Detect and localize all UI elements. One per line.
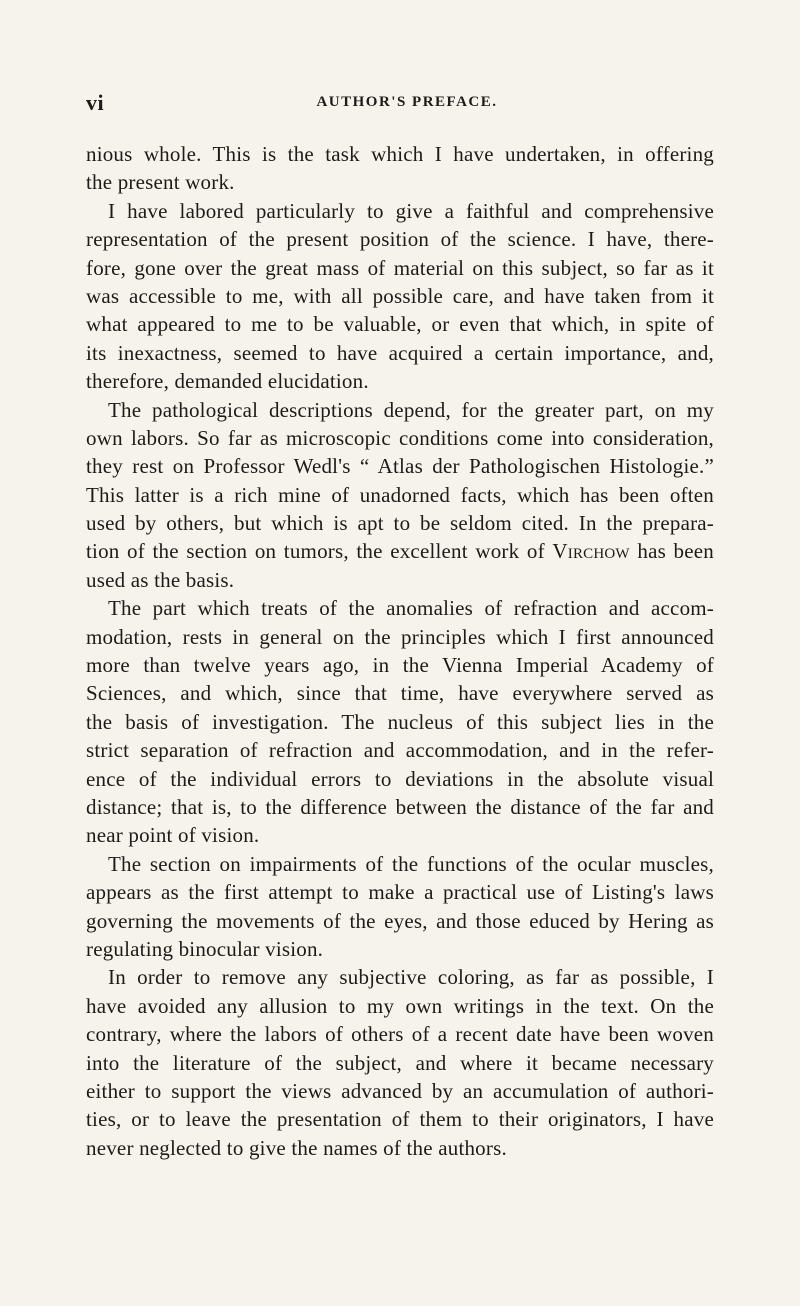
- text-line: they rest on Professor Wedl's “ Atlas der Pathologischen Histologie.”: [86, 454, 714, 479]
- text-line: own labors. So far as microscopic conditions come into consideration,: [86, 425, 714, 450]
- body-text: [86, 140, 714, 1162]
- text-line: either to support the views advanced by an accumulation of authori-: [86, 1078, 714, 1103]
- text-line: therefore, demanded elucidation.: [86, 369, 369, 394]
- text-line: into the literature of the subject, and where it became necessary: [86, 1050, 714, 1075]
- text-line: near point of vision.: [86, 823, 260, 848]
- text-line: regulating binocular vision.: [86, 936, 324, 961]
- text-line: distance; that is, to the difference between the distance of the far and: [86, 794, 714, 819]
- text-line: modation, rests in general on the principles which I first announced: [86, 624, 714, 649]
- text-line: contrary, where the labors of others of a recent date have been woven: [86, 1022, 714, 1047]
- text-line: The pathological descriptions depend, for the greater part, on my: [108, 397, 714, 422]
- text-line: The part which treats of the anomalies of refraction and accom-: [108, 596, 714, 621]
- text-line: have avoided any allusion to my own writings in the text. On the: [86, 993, 714, 1018]
- text-line: ties, or to leave the presentation of them to their originators, I have: [86, 1107, 714, 1132]
- text-line: used by others, but which is apt to be seldom cited. In the prepara-: [86, 511, 714, 536]
- text-line: nious whole. This is the task which I have undertaken, in offering: [86, 142, 714, 166]
- text-line: never neglected to give the names of the authors.: [86, 1135, 507, 1160]
- text-line: In order to remove any subjective coloring, as far as possible, I: [108, 965, 714, 990]
- text-line: ence of the individual errors to deviations in the absolute visual: [86, 766, 714, 791]
- page-header: [86, 90, 728, 120]
- text-line: its inexactness, seemed to have acquired a certain importance, and,: [86, 340, 714, 365]
- text-line: This latter is a rich mine of unadorned facts, which has been often: [86, 482, 714, 507]
- text-line: more than twelve years ago, in the Vienna Imperial Academy of: [86, 653, 714, 678]
- text-line: I have labored particularly to give a faithful and comprehensive: [108, 198, 714, 223]
- text-line: representation of the present position of the science. I have, there-: [86, 227, 714, 252]
- paragraph: [86, 197, 714, 396]
- paragraph: [86, 594, 714, 850]
- text-line: The section on impairments of the functions of the ocular muscles,: [108, 851, 714, 876]
- paragraph: [86, 396, 714, 595]
- text-line: was accessible to me, with all possible care, and have taken from it: [86, 283, 714, 308]
- running-title: AUTHOR'S PREFACE.: [316, 94, 498, 110]
- text-line: tion of the section on tumors, the excellent work of Virchow has been: [86, 539, 714, 564]
- text-line: appears as the first attempt to make a practical use of Listing's laws: [86, 880, 714, 905]
- paragraph: [86, 140, 714, 197]
- text-line: used as the basis.: [86, 567, 235, 592]
- paragraph: [86, 850, 714, 964]
- text-line: strict separation of refraction and accommodation, and in the refer-: [86, 738, 714, 763]
- text-line: the present work.: [86, 170, 235, 195]
- text-line: what appeared to me to be valuable, or even that which, in spite of: [86, 312, 714, 337]
- text-line: Sciences, and which, since that time, have everywhere served as: [86, 681, 714, 706]
- text-line: the basis of investigation. The nucleus of this subject lies in the: [86, 709, 714, 734]
- text-line: governing the movements of the eyes, and those educed by Hering as: [86, 908, 714, 933]
- page-number: vi: [86, 90, 105, 115]
- text-line: fore, gone over the great mass of material on this subject, so far as it: [86, 255, 714, 280]
- paragraph: [86, 963, 714, 1162]
